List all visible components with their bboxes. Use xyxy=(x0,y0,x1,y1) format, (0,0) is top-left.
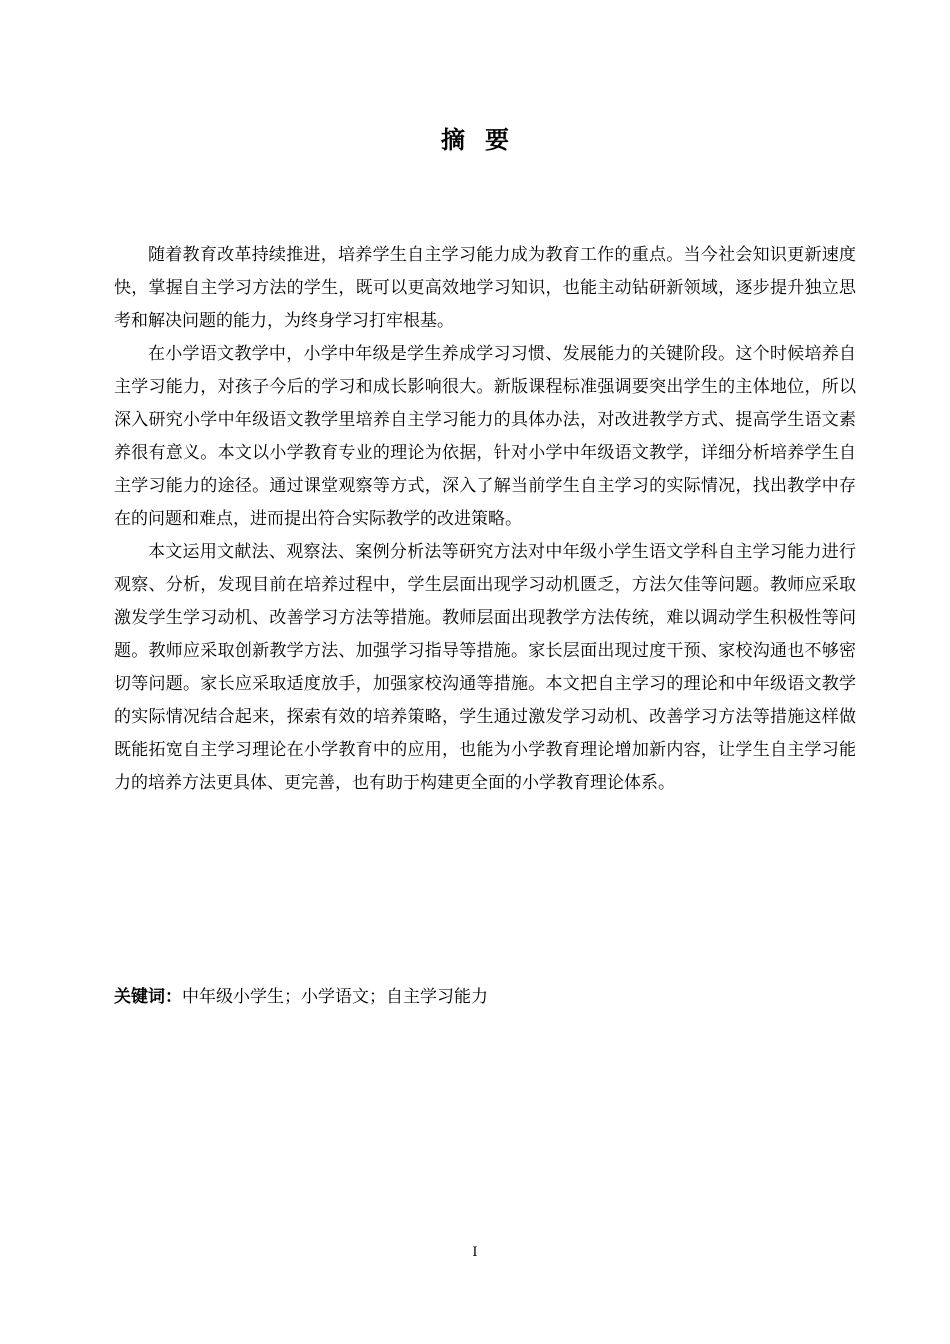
keywords-value: 中年级小学生；小学语文；自主学习能力 xyxy=(182,987,488,1007)
abstract-paragraph-2: 在小学语文教学中，小学中年级是学生养成学习习惯、发展能力的关键阶段。这个时候培养自主学习能力，对孩子今后的学习和成长影响很大。新版课程标准强调要突出学生的主体地位，所以深入研究小学中年级语文教学里培养自主学习能力的具体办法，对改进教学方式、提高学生语文素养很有意义。本文以小学教育专业的理论为依据，针对小学中年级语文教学，详细分析培养学生自主学习能力的途径。通过课堂观察等方式，深入了解当前学生自主学习的实际情况，找出教学中存在的问题和难点，进而提出符合实际教学的改进策略。 xyxy=(114,344,856,529)
abstract-body xyxy=(114,239,856,800)
page-number: I xyxy=(472,1245,478,1260)
keywords-label: 关键词： xyxy=(114,987,182,1007)
abstract-paragraph-1: 随着教育改革持续推进，培养学生自主学习能力成为教育工作的重点。当今社会知识更新速度快，掌握自主学习方法的学生，既可以更高效地学习知识，也能主动钻研新领域，逐步提升独立思考和解决问题的能力，为终身学习打牢根基。 xyxy=(114,245,856,331)
abstract-paragraph-3: 本文运用文献法、观察法、案例分析法等研究方法对中年级小学生语文学科自主学习能力进行观察、分析，发现目前在培养过程中，学生层面出现学习动机匮乏，方法欠佳等问题。教师应采取激发学生学习动机、改善学习方法等措施。教师层面出现教学方法传统，难以调动学生积极性等问题。教师应采取创新教学方法、加强学习指导等措施。家长层面出现过度干预、家校沟通也不够密切等问题。家长应采取适度放手，加强家校沟通等措施。本文把自主学习的理论和中年级语文教学的实际情况结合起来，探索有效的培养策略，学生通过激发学习动机、改善学习方法等措施这样做既能拓宽自主学习理论在小学教育中的应用，也能为小学教育理论增加新内容，让学生自主学习能力的培养方法更具体、更完善，也有助于构建更全面的小学教育理论体系。 xyxy=(114,542,856,793)
keywords-line xyxy=(114,981,856,1014)
abstract-title: 摘要 xyxy=(441,126,529,154)
